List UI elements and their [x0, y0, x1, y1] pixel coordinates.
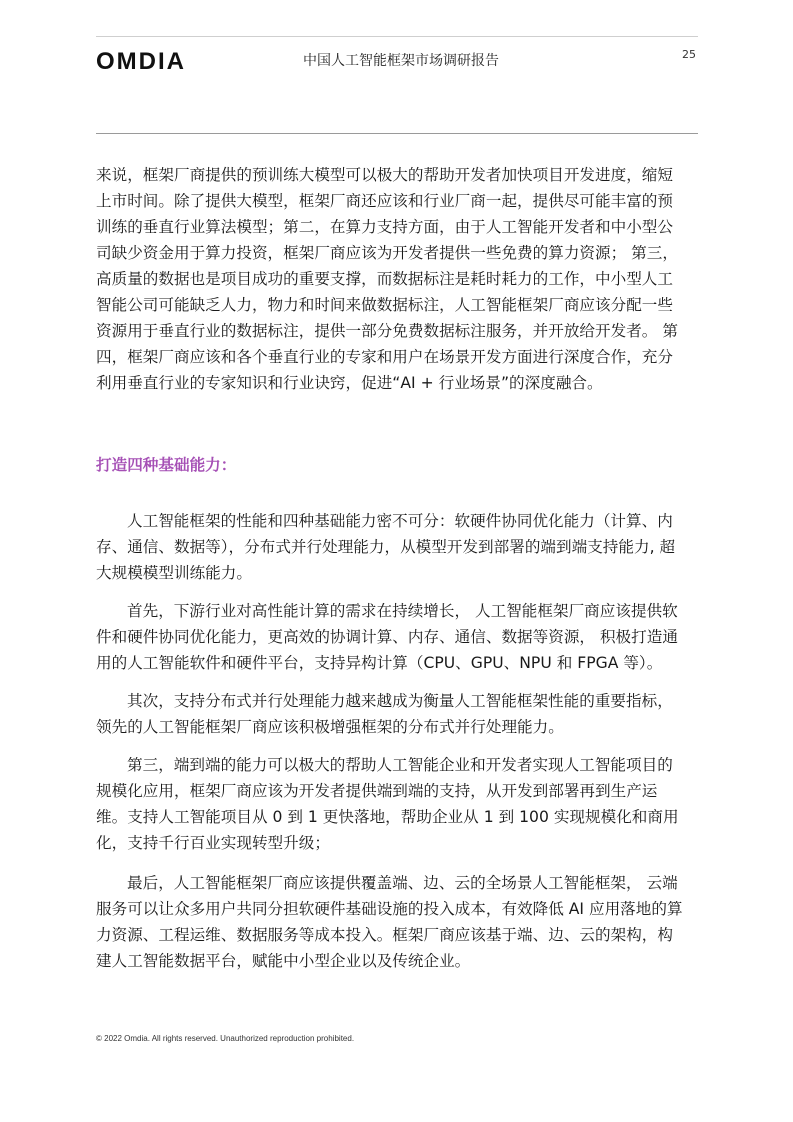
text-line: 规模化应用，框架厂商应该为开发者提供端到端的支持，从开发到部署再到生产运 [96, 782, 658, 800]
header-top-rule [96, 36, 698, 37]
text-line: 高质量的数据也是项目成功的重要支撑，而数据标注是耗时耗力的工作，中小型人工 [96, 270, 673, 288]
text-line: 来说，框架厂商提供的预训练大模型可以极大的帮助开发者加快项目开发进度，缩短 [96, 166, 673, 184]
text-line: 首先，下游行业对高性能计算的需求在持续增长， 人工智能框架厂商应该提供软 [127, 602, 678, 620]
text-line: 用的人工智能软件和硬件平台，支持异构计算（CPU、GPU、NPU 和 FPGA 等）。 [96, 654, 663, 672]
section-heading: 打造四种基础能力： [96, 456, 237, 474]
text-line: 第三，端到端的能力可以极大的帮助人工智能企业和开发者实现人工智能项目的 [127, 756, 673, 774]
text-line: 化，支持千行百业实现转型升级； [96, 834, 330, 852]
text-line: 服务可以让众多用户共同分担软硬件基础设施的投入成本，有效降低 AI 应用落地的算 [96, 900, 683, 918]
paragraph-first [96, 598, 698, 676]
paragraph-second [96, 688, 698, 740]
text-line: 利用垂直行业的专家知识和行业诀窍，促进“AI + 行业场景”的深度融合。 [96, 374, 603, 392]
text-line: 维。支持人工智能项目从 0 到 1 更快落地，帮助企业从 1 到 100 实现规模化和商用 [96, 808, 679, 826]
header-bottom-rule [96, 133, 698, 134]
text-line: 力资源、工程运维、数据服务等成本投入。框架厂商应该基于端、边、云的架构，构 [96, 926, 673, 944]
text-line: 其次，支持分布式并行处理能力越来越成为衡量人工智能框架性能的重要指标， [127, 692, 673, 710]
text-line: 上市时间。除了提供大模型，框架厂商还应该和行业厂商一起，提供尽可能丰富的预 [96, 192, 673, 210]
paragraph-finally [96, 870, 698, 974]
omdia-logo: OMDIA [96, 48, 186, 75]
text-line: 建人工智能数据平台，赋能中小型企业以及传统企业。 [96, 952, 471, 970]
text-line: 人工智能框架的性能和四种基础能力密不可分：软硬件协同优化能力（计算、内 [127, 512, 673, 530]
page-number: 25 [682, 48, 696, 61]
text-line: 四，框架厂商应该和各个垂直行业的专家和用户在场景开发方面进行深度合作，充分 [96, 348, 673, 366]
paragraph-capabilities [96, 508, 698, 586]
intro-paragraph [96, 162, 698, 396]
copyright-footer: © 2022 Omdia. All rights reserved. Unauthorized reproduction prohibited. [96, 1034, 355, 1043]
text-line: 存、通信、数据等），分布式并行处理能力，从模型开发到部署的端到端支持能力, 超 [96, 538, 676, 556]
text-line: 件和硬件协同优化能力，更高效的协调计算、内存、通信、数据等资源， 积极打造通 [96, 628, 678, 646]
text-line: 资源用于垂直行业的数据标注，提供一部分免费数据标注服务，并开放给开发者。 第 [96, 322, 678, 340]
text-line: 智能公司可能缺乏人力，物力和时间来做数据标注，人工智能框架厂商应该分配一些 [96, 296, 673, 314]
paragraph-third [96, 752, 698, 856]
text-line: 最后，人工智能框架厂商应该提供覆盖端、边、云的全场景人工智能框架， 云端 [127, 874, 678, 892]
text-line: 领先的人工智能框架厂商应该积极增强框架的分布式并行处理能力。 [96, 718, 564, 736]
text-line: 训练的垂直行业算法模型；第二，在算力支持方面，由于人工智能开发者和中小型公 [96, 218, 673, 236]
text-line: 大规模模型训练能力。 [96, 564, 252, 582]
report-title: 中国人工智能框架市场调研报告 [303, 53, 499, 69]
text-line: 司缺少资金用于算力投资，框架厂商应该为开发者提供一些免费的算力资源； 第三， [96, 244, 678, 262]
